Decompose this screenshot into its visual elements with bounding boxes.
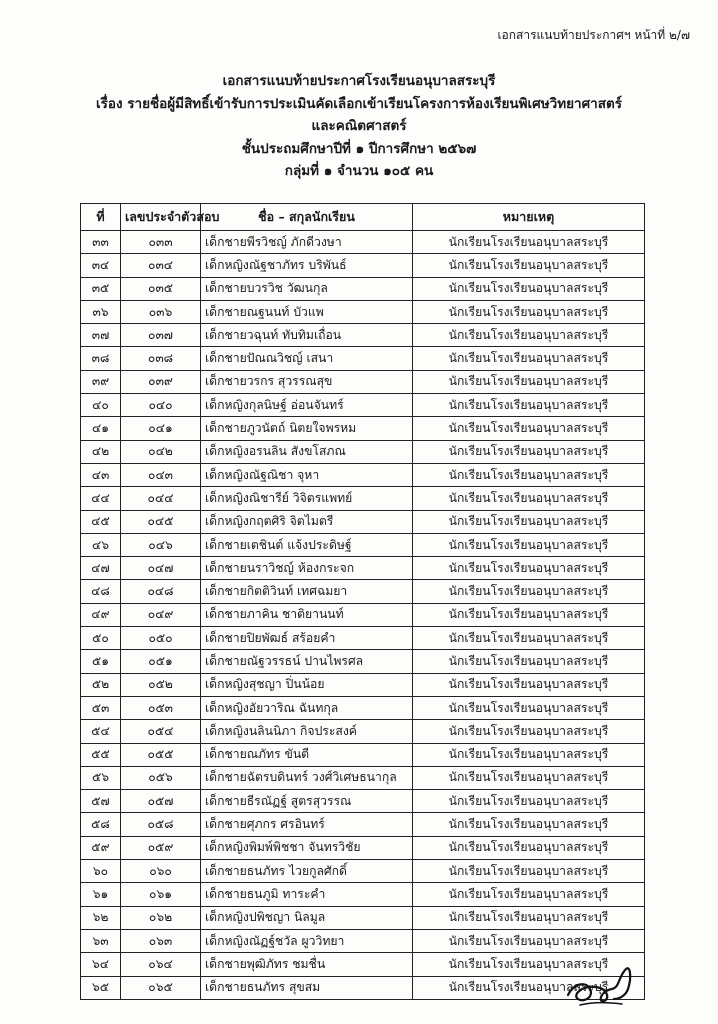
table-body (81, 231, 645, 1000)
handwritten-signature-icon (560, 955, 640, 1015)
row-exam-id: ๐๕๑ (121, 650, 201, 673)
table-row (81, 254, 645, 277)
table-row (81, 347, 645, 370)
row-number: ๕๙ (81, 836, 121, 859)
row-number: ๕๒ (81, 673, 121, 696)
row-remark: นักเรียนโรงเรียนอนุบาลสระบุรี (413, 860, 645, 883)
row-student-name: เด็กหญิงนลินนิภา กิจประสงค์ (201, 720, 413, 743)
table-row (81, 696, 645, 719)
row-number: ๓๔ (81, 254, 121, 277)
row-remark: นักเรียนโรงเรียนอนุบาลสระบุรี (413, 696, 645, 719)
row-exam-id: ๐๓๔ (121, 254, 201, 277)
document-heading (0, 70, 718, 183)
row-exam-id: ๐๔๗ (121, 557, 201, 580)
row-remark: นักเรียนโรงเรียนอนุบาลสระบุรี (413, 720, 645, 743)
row-remark: นักเรียนโรงเรียนอนุบาลสระบุรี (413, 836, 645, 859)
heading-line-3: และคณิตศาสตร์ (311, 118, 407, 134)
row-remark: นักเรียนโรงเรียนอนุบาลสระบุรี (413, 673, 645, 696)
row-student-name: เด็กชายธีรณัฏฐ์ สูตรสุวรรณ (201, 790, 413, 813)
row-number: ๓๗ (81, 324, 121, 347)
row-remark: นักเรียนโรงเรียนอนุบาลสระบุรี (413, 976, 645, 999)
heading-line-5: กลุ่มที่ ๑ จำนวน ๑๐๕ คน (284, 163, 434, 179)
row-exam-id: ๐๓๗ (121, 324, 201, 347)
row-remark: นักเรียนโรงเรียนอนุบาลสระบุรี (413, 300, 645, 323)
row-student-name: เด็กชายวรกร สุวรรณสุข (201, 370, 413, 393)
row-number: ๓๙ (81, 370, 121, 393)
row-exam-id: ๐๖๒ (121, 906, 201, 929)
row-exam-id: ๐๔๐ (121, 394, 201, 417)
row-number: ๕๑ (81, 650, 121, 673)
student-list-table (80, 203, 645, 1000)
row-student-name: เด็กชายฉัตรบดินทร์ วงศ์วิเศษธนากุล (201, 766, 413, 789)
table-row (81, 813, 645, 836)
row-number: ๔๗ (81, 557, 121, 580)
row-exam-id: ๐๕๖ (121, 766, 201, 789)
row-student-name: เด็กชายธนภูมิ ทาระคำ (201, 883, 413, 906)
row-number: ๕๘ (81, 813, 121, 836)
row-student-name: เด็กหญิงณิชารีย์ วิจิตรแพทย์ (201, 487, 413, 510)
row-student-name: เด็กชายธนภัทร ไวยกูลศักดิ์ (201, 860, 413, 883)
row-student-name: เด็กหญิงพิมพ์พิชชา จันทรวิชัย (201, 836, 413, 859)
row-student-name: เด็กชายณัฐวรรธน์ ปานไพรศล (201, 650, 413, 673)
row-exam-id: ๐๕๘ (121, 813, 201, 836)
table-row (81, 627, 645, 650)
row-student-name: เด็กชายพีรวิชญ์ ภักดีวงษา (201, 231, 413, 254)
row-exam-id: ๐๕๓ (121, 696, 201, 719)
row-number: ๓๘ (81, 347, 121, 370)
row-student-name: เด็กชายพุฒิภัทร ชมชื่น (201, 953, 413, 976)
table-row (81, 836, 645, 859)
row-student-name: เด็กชายปัณณวิชญ์ เสนา (201, 347, 413, 370)
row-number: ๖๓ (81, 929, 121, 952)
table-row (81, 440, 645, 463)
row-remark: นักเรียนโรงเรียนอนุบาลสระบุรี (413, 627, 645, 650)
row-exam-id: ๐๖๕ (121, 976, 201, 999)
table-row (81, 906, 645, 929)
table-row (81, 487, 645, 510)
row-number: ๕๕ (81, 743, 121, 766)
row-exam-id: ๐๓๙ (121, 370, 201, 393)
header-exam-id: เลขประจำตัวสอบ (121, 204, 201, 231)
heading-line-2: เรื่อง รายชื่อผู้มีสิทธิ์เข้ารับการประเมินคัดเลือกเข้าเรียนโครงการห้องเรียนพิเศษวิทยาศาสตร์ (95, 95, 622, 112)
row-number: ๖๒ (81, 906, 121, 929)
row-number: ๔๔ (81, 487, 121, 510)
row-exam-id: ๐๓๕ (121, 277, 201, 300)
row-exam-id: ๐๖๓ (121, 929, 201, 952)
row-remark: นักเรียนโรงเรียนอนุบาลสระบุรี (413, 533, 645, 556)
table-row (81, 463, 645, 486)
table-row (81, 231, 645, 254)
row-exam-id: ๐๓๓ (121, 231, 201, 254)
row-remark: นักเรียนโรงเรียนอนุบาลสระบุรี (413, 440, 645, 463)
table-row (81, 743, 645, 766)
row-number: ๔๐ (81, 394, 121, 417)
row-exam-id: ๐๔๒ (121, 440, 201, 463)
row-remark: นักเรียนโรงเรียนอนุบาลสระบุรี (413, 417, 645, 440)
row-remark: นักเรียนโรงเรียนอนุบาลสระบุรี (413, 790, 645, 813)
row-number: ๕๖ (81, 766, 121, 789)
row-student-name: เด็กชายกิตติวินท์ เทศฉมยา (201, 580, 413, 603)
row-remark: นักเรียนโรงเรียนอนุบาลสระบุรี (413, 463, 645, 486)
row-remark: นักเรียนโรงเรียนอนุบาลสระบุรี (413, 394, 645, 417)
row-remark: นักเรียนโรงเรียนอนุบาลสระบุรี (413, 953, 645, 976)
row-student-name: เด็กชายบวรวิช วัฒนกุล (201, 277, 413, 300)
table-row (81, 673, 645, 696)
row-exam-id: ๐๕๙ (121, 836, 201, 859)
heading-line-4: ชั้นประถมศึกษาปีที่ ๑ ปีการศึกษา ๒๕๖๗ (241, 140, 477, 157)
row-number: ๖๑ (81, 883, 121, 906)
row-number: ๔๖ (81, 533, 121, 556)
row-remark: นักเรียนโรงเรียนอนุบาลสระบุรี (413, 510, 645, 533)
heading-line-1: เอกสารแนบท้ายประกาศโรงเรียนอนุบาลสระบุรี (222, 73, 496, 89)
row-student-name: เด็กชายปิยพัฒธ์ สร้อยคำ (201, 627, 413, 650)
table-header-row (81, 204, 645, 231)
row-exam-id: ๐๔๔ (121, 487, 201, 510)
row-student-name: เด็กชายภาคิน ชาติยานนท์ (201, 603, 413, 626)
row-number: ๕๗ (81, 790, 121, 813)
row-exam-id: ๐๔๑ (121, 417, 201, 440)
row-student-name: เด็กหญิงณัฐชาภัทร บริพันธ์ (201, 254, 413, 277)
row-number: ๔๓ (81, 463, 121, 486)
row-number: ๖๕ (81, 976, 121, 999)
table-row (81, 417, 645, 440)
row-student-name: เด็กหญิงอัยวาริณ ฉันทกุล (201, 696, 413, 719)
row-exam-id: ๐๔๙ (121, 603, 201, 626)
row-remark: นักเรียนโรงเรียนอนุบาลสระบุรี (413, 580, 645, 603)
table-row (81, 929, 645, 952)
row-student-name: เด็กชายณภัทร ขันตี (201, 743, 413, 766)
table-row (81, 394, 645, 417)
row-remark: นักเรียนโรงเรียนอนุบาลสระบุรี (413, 347, 645, 370)
row-student-name: เด็กชายณฐนนท์ บัวแพ (201, 300, 413, 323)
table-row (81, 370, 645, 393)
row-number: ๓๕ (81, 277, 121, 300)
row-remark: นักเรียนโรงเรียนอนุบาลสระบุรี (413, 277, 645, 300)
row-student-name: เด็กหญิงณัฐณิชา จุหา (201, 463, 413, 486)
row-student-name: เด็กหญิงณัฏฐ์ชวัล ผูววิทยา (201, 929, 413, 952)
row-exam-id: ๐๕๒ (121, 673, 201, 696)
row-student-name: เด็กหญิงกุลนิษฐ์ อ่อนจันทร์ (201, 394, 413, 417)
row-exam-id: ๐๕๗ (121, 790, 201, 813)
page-number-note: เอกสารแนบท้ายประกาศฯ หน้าที่ ๒/๗ (497, 28, 690, 42)
row-student-name: เด็กชายภูวนัตถ์ นิตยใจพรหม (201, 417, 413, 440)
row-number: ๓๖ (81, 300, 121, 323)
table-row (81, 883, 645, 906)
table-row (81, 603, 645, 626)
row-remark: นักเรียนโรงเรียนอนุบาลสระบุรี (413, 324, 645, 347)
row-exam-id: ๐๔๘ (121, 580, 201, 603)
row-student-name: เด็กหญิงปพิชญา นิลมูล (201, 906, 413, 929)
row-remark: นักเรียนโรงเรียนอนุบาลสระบุรี (413, 766, 645, 789)
row-student-name: เด็กหญิงกฤตศิริ จิตไมตรี (201, 510, 413, 533)
row-number: ๔๘ (81, 580, 121, 603)
table-row (81, 557, 645, 580)
row-number: ๕๓ (81, 696, 121, 719)
row-remark: นักเรียนโรงเรียนอนุบาลสระบุรี (413, 813, 645, 836)
row-exam-id: ๐๔๕ (121, 510, 201, 533)
row-exam-id: ๐๖๐ (121, 860, 201, 883)
row-student-name: เด็กหญิงอรนลิน สังขโสภณ (201, 440, 413, 463)
row-student-name: เด็กชายนราวิชญ์ ห้องกระจก (201, 557, 413, 580)
header-remarks: หมายเหตุ (413, 204, 645, 231)
row-remark: นักเรียนโรงเรียนอนุบาลสระบุรี (413, 370, 645, 393)
table-row (81, 860, 645, 883)
header-student-name: ชื่อ – สกุลนักเรียน (201, 204, 413, 231)
row-remark: นักเรียนโรงเรียนอนุบาลสระบุรี (413, 231, 645, 254)
table-row (81, 720, 645, 743)
row-number: ๔๒ (81, 440, 121, 463)
row-remark: นักเรียนโรงเรียนอนุบาลสระบุรี (413, 650, 645, 673)
row-remark: นักเรียนโรงเรียนอนุบาลสระบุรี (413, 929, 645, 952)
row-student-name: เด็กชายวฉุนท์ ทับทิมเถื่อน (201, 324, 413, 347)
row-number: ๔๕ (81, 510, 121, 533)
row-exam-id: ๐๔๖ (121, 533, 201, 556)
header-number: ที่ (81, 204, 121, 231)
table-row (81, 510, 645, 533)
row-remark: นักเรียนโรงเรียนอนุบาลสระบุรี (413, 254, 645, 277)
row-number: ๔๙ (81, 603, 121, 626)
table-row (81, 533, 645, 556)
row-exam-id: ๐๓๖ (121, 300, 201, 323)
row-remark: นักเรียนโรงเรียนอนุบาลสระบุรี (413, 906, 645, 929)
row-remark: นักเรียนโรงเรียนอนุบาลสระบุรี (413, 743, 645, 766)
row-exam-id: ๐๕๔ (121, 720, 201, 743)
table-row (81, 790, 645, 813)
row-number: ๕๔ (81, 720, 121, 743)
row-number: ๖๔ (81, 953, 121, 976)
table-row (81, 300, 645, 323)
row-student-name: เด็กชายเตชินต์ แจ้งประดิษฐ์ (201, 533, 413, 556)
table-row (81, 580, 645, 603)
table-row (81, 277, 645, 300)
row-remark: นักเรียนโรงเรียนอนุบาลสระบุรี (413, 883, 645, 906)
row-remark: นักเรียนโรงเรียนอนุบาลสระบุรี (413, 487, 645, 510)
row-exam-id: ๐๖๑ (121, 883, 201, 906)
row-student-name: เด็กหญิงสุชญา ปิ่นน้อย (201, 673, 413, 696)
row-exam-id: ๐๕๐ (121, 627, 201, 650)
row-student-name: เด็กชายธนภัทร สุขสม (201, 976, 413, 999)
table-row (81, 324, 645, 347)
row-exam-id: ๐๔๓ (121, 463, 201, 486)
table-row (81, 650, 645, 673)
row-exam-id: ๐๖๔ (121, 953, 201, 976)
row-remark: นักเรียนโรงเรียนอนุบาลสระบุรี (413, 603, 645, 626)
table-row (81, 766, 645, 789)
row-exam-id: ๐๓๘ (121, 347, 201, 370)
row-number: ๕๐ (81, 627, 121, 650)
row-number: ๓๓ (81, 231, 121, 254)
row-student-name: เด็กชายศุภกร ศรอินทร์ (201, 813, 413, 836)
row-remark: นักเรียนโรงเรียนอนุบาลสระบุรี (413, 557, 645, 580)
row-number: ๖๐ (81, 860, 121, 883)
row-exam-id: ๐๕๕ (121, 743, 201, 766)
row-number: ๔๑ (81, 417, 121, 440)
